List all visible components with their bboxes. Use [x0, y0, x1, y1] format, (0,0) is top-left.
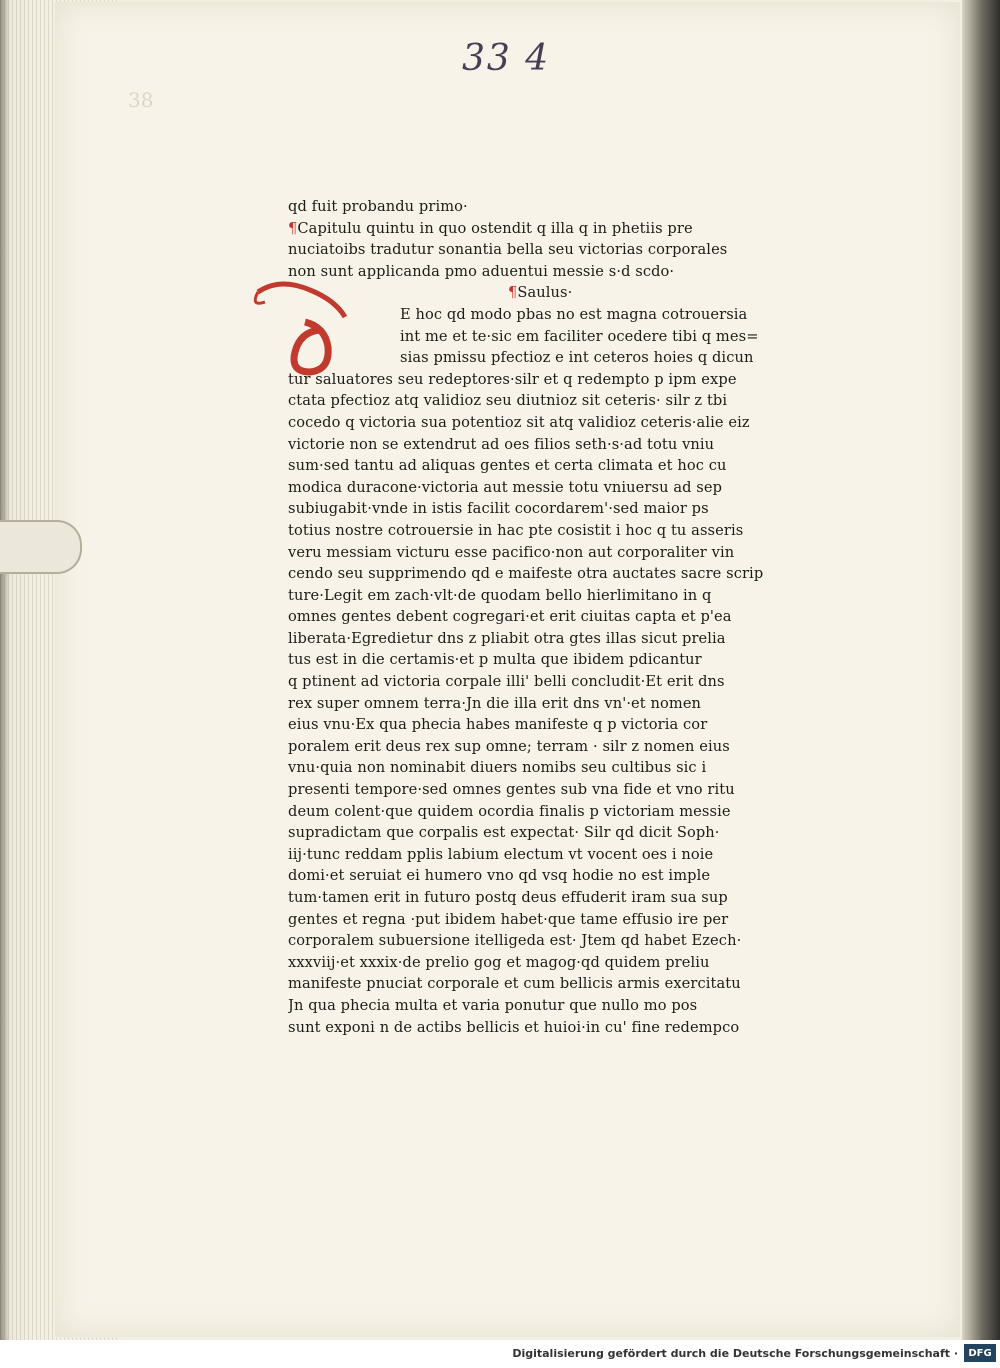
line-text: rex super omnem terra·Jn die illa erit dns vn'·et nomen: [288, 694, 702, 712]
line-text: ture·Legit em zach·vlt·de quodam bello hierlimitano in q: [288, 586, 712, 604]
text-line: [288, 822, 798, 844]
text-line: [288, 649, 798, 671]
footer-bar: [0, 1340, 1000, 1368]
line-text: cendo seu supprimendo qd e maifeste otra auctates sacre scrip: [288, 565, 764, 583]
line-text: subiugabit·vnde in istis facilit cocordarem'·sed maior ps: [288, 500, 709, 518]
line-text: E hoc qd modo pbas no est magna cotrouersia: [400, 305, 748, 323]
bleed-through-mark: 38: [128, 88, 154, 112]
text-line: [288, 909, 798, 931]
line-text: deum colent·que quidem ocordia finalis p victoriam messie: [288, 802, 731, 820]
line-text: int me et te·sic em faciliter ocedere tibi q mes=: [400, 327, 759, 345]
text-line: [288, 261, 798, 283]
text-line: [288, 606, 798, 628]
text-line: [288, 779, 798, 801]
line-text: corporalem subuersione itelligeda est· Jtem qd habet Ezech·: [288, 932, 742, 950]
text-line: [288, 412, 798, 434]
line-text: sunt exponi n de actibs bellicis et huioi·in cu' fine redempco: [288, 1018, 740, 1036]
dfg-logo: DFG: [964, 1344, 996, 1362]
folio-mark: 33 4: [462, 38, 551, 79]
text-line: [288, 477, 798, 499]
text-line: [288, 801, 798, 823]
text-line: [288, 563, 798, 585]
line-text: cocedo q victoria sua potentioz sit atq validioz ceteris·alie eiz: [288, 413, 750, 431]
line-text: manifeste pnuciat corporale et cum bellicis armis exercitatu: [288, 975, 741, 993]
line-text: veru messiam victuru esse pacifico·non aut corporaliter vin: [288, 543, 735, 561]
line-text: modica duracone·victoria aut messie totu vniuersu ad sep: [288, 478, 723, 496]
line-text: non sunt applicanda pmo aduentui messie s·d scdo·: [288, 262, 675, 280]
text-line: [288, 390, 798, 412]
text-line: [288, 218, 798, 240]
text-line: [288, 973, 798, 995]
text-line: [288, 369, 798, 391]
line-text: omnes gentes debent cogregari·et erit ciuitas capta et p'ea: [288, 608, 732, 626]
text-line: [288, 1017, 798, 1039]
line-text: eius vnu·Ex qua phecia habes manifeste q p victoria cor: [288, 716, 708, 734]
text-line: [288, 757, 798, 779]
text-line: [288, 520, 798, 542]
line-text: tur saluatores seu redeptores·silr et q redempto p ipm expe: [288, 370, 737, 388]
text-line: [288, 844, 798, 866]
text-line: [288, 434, 798, 456]
line-text: tus est in die certamis·et p multa que ibidem pdicantur: [288, 651, 702, 669]
line-text: iij·tunc reddam pplis labium electum vt vocent oes i noie: [288, 845, 714, 863]
text-line: [288, 693, 798, 715]
line-text: supradictam que corpalis est expectat· Silr qd dicit Soph·: [288, 824, 720, 842]
line-text: tum·tamen erit in futuro postq deus effuderit iram sua sup: [288, 889, 728, 906]
line-text: Saulus·: [517, 284, 573, 302]
line-text: victorie non se extendrut ad oes filios seth·s·ad totu vniu: [288, 435, 715, 453]
line-text: ctata pfectioz atq validioz seu diutnioz sit ceteris· silr z tbi: [288, 392, 728, 410]
page-clip: [0, 520, 82, 574]
text-line: [288, 930, 798, 952]
line-text: vnu·quia non nominabit diuers nomibs seu cultibus sic i: [288, 759, 707, 777]
line-text: Jn qua phecia multa et varia ponutur que nullo mo pos: [288, 996, 698, 1014]
text-line: [288, 282, 798, 304]
text-line: [288, 239, 798, 261]
line-text: presenti tempore·sed omnes gentes sub vna fide et vno ritu: [288, 781, 735, 799]
line-text: poralem erit deus rex sup omne; terram · silr z nomen eius: [288, 737, 730, 755]
line-text: liberata·Egredietur dns z pliabit otra gtes illas sicut prelia: [288, 629, 726, 647]
line-text: totius nostre cotrouersie in hac pte cosistit i hoc q tu asseris: [288, 521, 744, 539]
line-text: nuciatoibs tradutur sonantia bella seu victorias corporales: [288, 241, 728, 259]
text-line: [288, 326, 798, 348]
rubric-mark: ¶: [508, 284, 518, 302]
line-text: qd fuit probandu primo·: [288, 198, 468, 215]
book-spine-edge: [962, 0, 1000, 1340]
text-line: [288, 455, 798, 477]
line-text: gentes et regna ·put ibidem habet·que tame effusio ire per: [288, 910, 729, 928]
text-line: [288, 952, 798, 974]
text-line: [288, 865, 798, 887]
line-text: sias pmissu pfectioz e int ceteros hoies q dicun: [400, 349, 754, 367]
text-line: [288, 736, 798, 758]
text-line: [288, 671, 798, 693]
line-text: q ptinent ad victoria corpale illi' belli concludit·Et erit dns: [288, 673, 725, 691]
text-line: [288, 995, 798, 1017]
line-text: domi·et seruiat ei humero vno qd vsq hodie no est imple: [288, 867, 711, 885]
text-line: [288, 887, 798, 909]
text-line: [288, 714, 798, 736]
line-text: Capitulu quintu in quo ostendit q illa q in phetiis pre: [297, 219, 693, 237]
rubric-mark: ¶: [288, 219, 298, 237]
text-line: [288, 304, 798, 326]
line-text: xxxviij·et xxxix·de prelio gog et magog·qd quidem preliu: [288, 953, 710, 971]
text-line: [288, 347, 798, 369]
text-line: [288, 585, 798, 607]
text-line: [288, 196, 798, 218]
text-line: [288, 542, 798, 564]
text-column: [288, 196, 798, 1038]
text-line: [288, 628, 798, 650]
funding-credit: Digitalisierung gefördert durch die Deutsche Forschungsgemeinschaft ·: [512, 1347, 958, 1360]
text-line: [288, 498, 798, 520]
line-text: sum·sed tantu ad aliquas gentes et certa climata et hoc cu: [288, 457, 727, 475]
